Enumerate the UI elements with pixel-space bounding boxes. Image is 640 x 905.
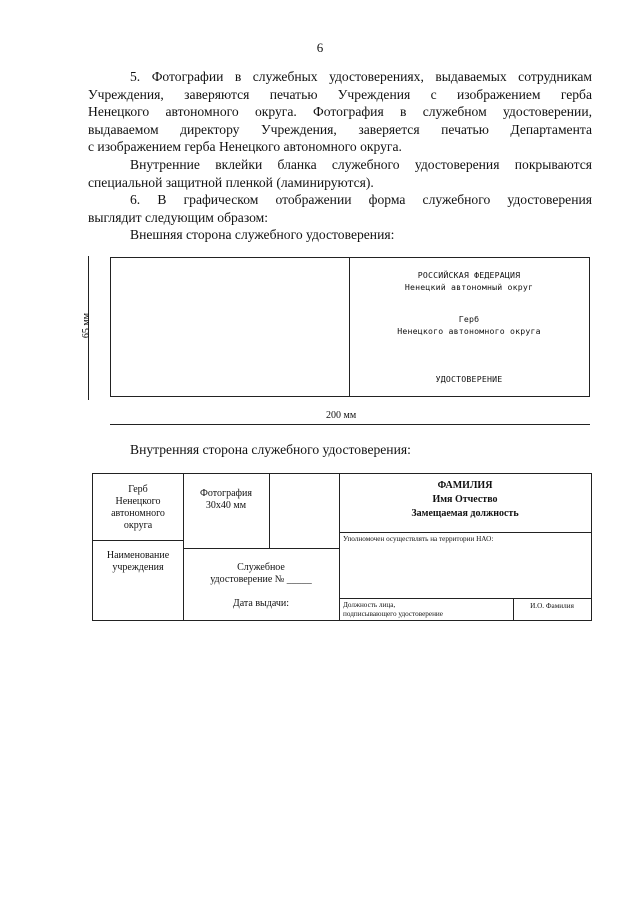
outer-card [110,257,590,397]
divider [339,532,591,533]
paragraph-photos [88,68,592,86]
signer-line: подписывающего удостоверение [343,610,443,618]
position: Замещаемая должность [411,508,519,519]
signer-position [343,601,511,619]
organization-cell [93,550,183,574]
issue-date-label: Дата выдачи: [232,598,290,609]
outer-card-front [349,258,589,396]
coat-of-arms-region-label: Ненецкого автономного округа [397,326,541,336]
certificate-number-cell [183,562,339,586]
org-line: учреждения [112,562,164,573]
coat-line: округа [123,520,153,531]
coat-line: Герб [128,484,148,495]
width-dimension-label: 200 мм [326,410,357,421]
certificate-title: УДОСТОВЕРЕНИЕ [435,374,503,384]
p3-line: выглядит следующим образом: [88,209,269,225]
org-line: Наименование [106,550,170,561]
signer-name: И.О. Фамилия [530,602,574,610]
photo-line: Фотография [200,488,252,499]
p1-line: Учреждения, заверяются печатью Учреждения с изображением герба [88,86,592,102]
p1-line: 5. Фотографии в служебных удостоверениях, выдаваемых сотрудникам [130,69,592,84]
height-dimension-label: 65 мм [81,312,93,339]
inner-card [92,473,592,621]
width-dimension-line [110,424,590,425]
coat-line: автономного [111,508,165,519]
coat-line: Ненецкого [115,496,161,507]
p2-line: специальной защитной пленкой (ламинируются). [88,174,374,190]
name-patronymic: Имя Отчество [432,494,498,505]
page-number: 6 [316,40,324,55]
outer-card-back [111,258,350,396]
certificate-line: Служебное [237,562,285,573]
surname: ФАМИЛИЯ [437,480,493,491]
outer-side-figure [81,250,592,430]
country-label: РОССИЙСКАЯ ФЕДЕРАЦИЯ [417,270,521,280]
main-text [88,68,592,244]
photo-line: 30х40 мм [205,500,247,511]
p1-line: Ненецкого автономного округа. Фотография в служебном удостоверении, [88,104,592,120]
inner-side-heading: Внутренняя сторона служебного удостоверения: [130,442,411,457]
outer-side-heading: Внешняя сторона служебного удостоверения: [130,227,395,243]
p1-line: выдаваемом директору Учреждения, заверяется печатью Департамента [88,121,592,137]
divider [269,474,270,548]
signer-line: Должность лица, [343,601,396,609]
p2-line: Внутренние вклейки бланка служебного удостоверения покрываются [130,156,592,172]
p3-line: 6. В графическом отображении форма служебного удостоверения [130,192,592,208]
coat-of-arms-cell [93,484,183,532]
inner-heading-block [88,441,592,459]
divider [183,548,339,549]
divider [93,540,183,541]
coat-of-arms-label: Герб [458,314,480,324]
photo-cell [183,488,269,512]
divider [339,598,591,599]
certificate-line: удостоверение № _____ [210,574,312,585]
region-label: Ненецкий автономный округ [404,282,534,292]
p1-line: с изображением герба Ненецкого автономного округа. [88,139,402,155]
authorized-territory: Уполномочен осуществлять на территории НАО: [343,535,494,543]
